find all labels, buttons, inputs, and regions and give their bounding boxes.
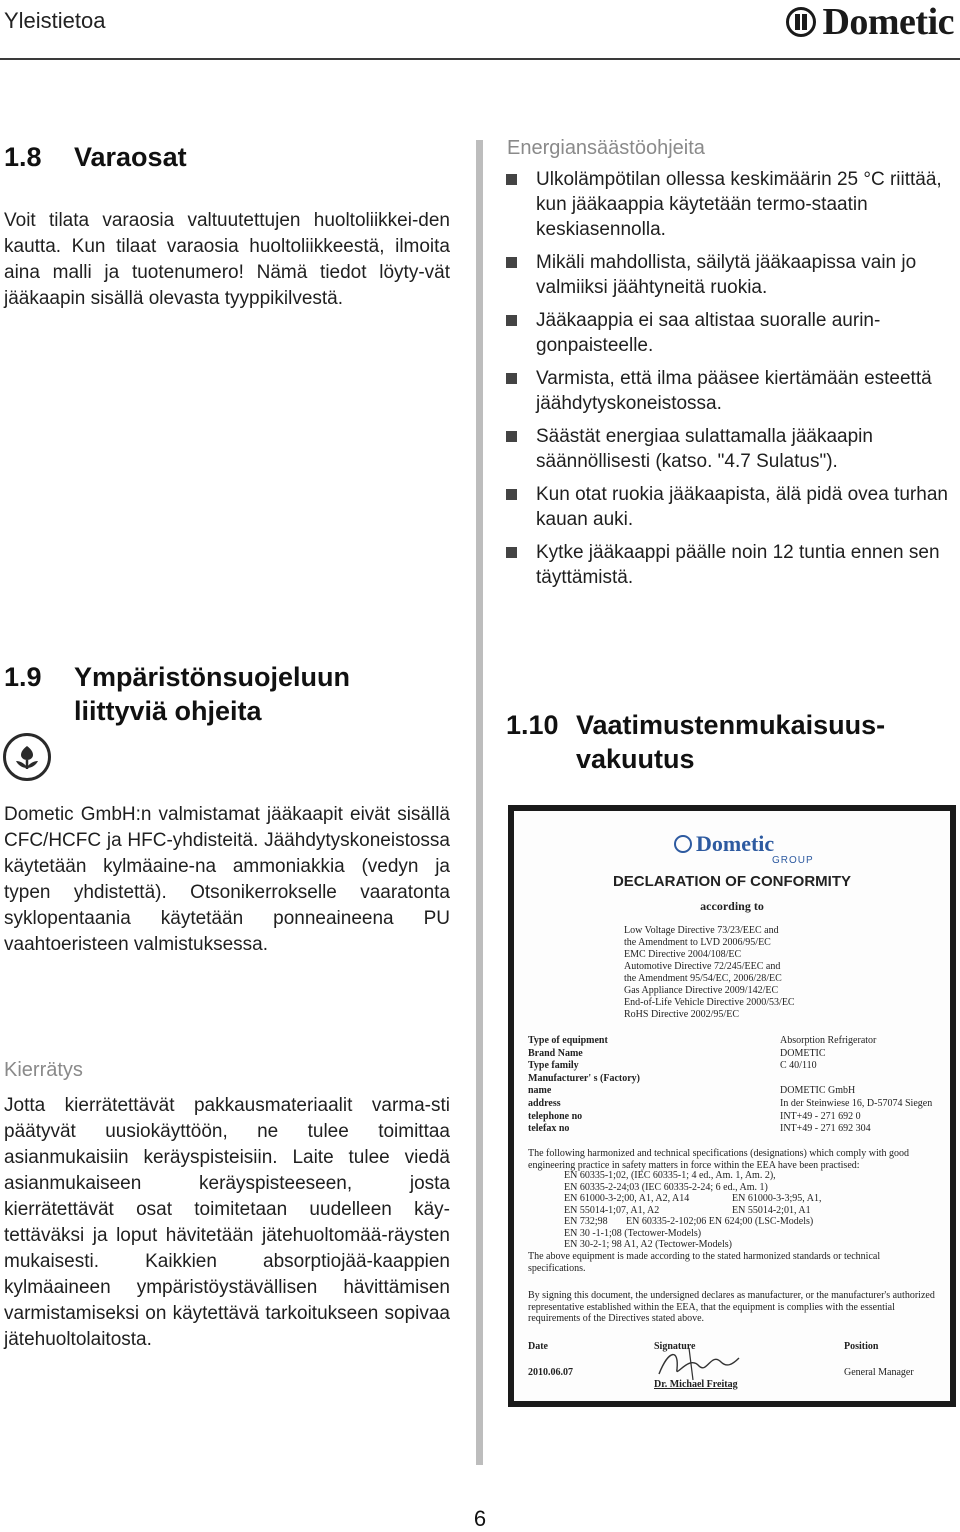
section-number: 1.9 xyxy=(4,662,42,692)
standards-conclusion: The above equipment is made according to the stated harmonized standards or technical specifications. xyxy=(528,1251,881,1274)
directive-item: the Amendment to LVD 2006/95/EC xyxy=(624,937,771,948)
list-item: Kun otat ruokia jääkaapista, älä pidä ovea turhan kauan auki. xyxy=(506,482,958,532)
date-label: Date xyxy=(528,1341,548,1352)
list-item: Kytke jääkaappi päälle noin 12 tuntia ennen sen täyttämistä. xyxy=(506,540,958,590)
dometic-logo-icon xyxy=(674,835,692,853)
info-value: INT+49 - 271 692 0 xyxy=(780,1110,861,1122)
info-value xyxy=(780,1073,932,1086)
spare-parts-heading xyxy=(4,142,187,173)
handwritten-signature xyxy=(649,1344,744,1384)
directive-item: Automotive Directive 72/245/EEC and xyxy=(624,961,781,972)
signer-name: Dr. Michael Freitag xyxy=(654,1379,738,1390)
standards-intro: The following harmonized and technical specifications (designations) which comply with good engineering practice in safety matters in force within the EEA have been practised: xyxy=(528,1148,910,1171)
info-value: C 40/110 xyxy=(780,1060,817,1072)
directive-item: the Amendment 95/54/EC, 2006/28/EC xyxy=(624,973,782,984)
section-title-line1: Ympäristönsuojeluun xyxy=(74,662,351,692)
list-item: Jääkaappia ei saa altistaa suoralle aurin-gonpaisteelle. xyxy=(506,308,958,358)
declaration-statement: By signing this document, the undersigned declares as manufacturer, or the manufacturer's authorized representative established within the EEA, that the equipment is complies with the essential requirements of the Directives stated above. xyxy=(528,1290,935,1324)
certificate-brand: Dometic xyxy=(696,831,775,856)
directive-item: EMC Directive 2004/108/EC xyxy=(624,949,742,960)
standard-item: EN 60335-1;02, (IEC 60335-1; 4 ed., Am. 1, Am. 2), xyxy=(564,1170,776,1181)
standard-row xyxy=(564,1182,821,1194)
section-title-line2: vakuutus xyxy=(576,744,695,774)
brand-name: Dometic xyxy=(822,1,954,43)
declaration-of-conformity-document xyxy=(508,805,956,1407)
dometic-logo-icon xyxy=(786,7,816,37)
standard-item: EN 30-2-1; 98 A1, A2 (Tectower-Models) xyxy=(564,1239,732,1250)
certificate-logo xyxy=(674,831,774,857)
info-label: address xyxy=(528,1097,561,1109)
position-label: Position xyxy=(844,1341,879,1352)
environment-icon xyxy=(3,733,51,781)
section-title: Varaosat xyxy=(74,142,187,172)
standards-list xyxy=(564,1170,821,1251)
standard-item: EN 60335-2-102;06 EN 624;00 (LSC-Models) xyxy=(626,1216,814,1227)
energy-tips-list xyxy=(506,167,958,598)
section-number: 1.10 xyxy=(506,710,559,740)
certificate-group: GROUP xyxy=(772,855,814,866)
info-label: Type family xyxy=(528,1060,579,1072)
signature-label: Signature xyxy=(654,1341,696,1352)
list-item: Ulkolämpötilan ollessa keskimäärin 25 °C riittää, kun jääkaappia käytetään termo-staatin keskiasennolla. xyxy=(506,167,958,242)
equipment-info-labels xyxy=(528,1035,640,1136)
section-title-line2: liittyviä ohjeita xyxy=(74,696,262,726)
environment-heading xyxy=(4,660,350,728)
spare-parts-text: Voit tilata varaosia valtuutettujen huoltoliikkei-den kautta. Kun tilaat varaosia huoltoliikkeestä, ilmoita aina malli ja tuotenumero! Nämä tiedot löyty-vät jääkaapin sisällä olevasta tyyppikilvestä. xyxy=(4,210,450,309)
standard-item: EN 55014-2;01, A1 xyxy=(732,1204,811,1216)
info-value: DOMETIC xyxy=(780,1047,826,1059)
standard-row xyxy=(564,1228,821,1240)
brand-logo xyxy=(786,0,954,44)
directive-item: End-of-Life Vehicle Directive 2000/53/EC xyxy=(624,997,795,1008)
column-divider xyxy=(476,140,483,1465)
directive-item: Low Voltage Directive 73/23/EEC and xyxy=(624,925,779,936)
date-value: 2010.06.07 xyxy=(528,1367,573,1378)
info-label: telephone no xyxy=(528,1110,583,1122)
standard-item: EN 732;98 xyxy=(564,1216,608,1227)
section-number: 1.8 xyxy=(4,142,42,172)
conformity-heading xyxy=(506,708,885,776)
list-item: Säästät energiaa sulattamalla jääkaapin säännöllisesti (katso. "4.7 Sulatus"). xyxy=(506,424,958,474)
section-label: Yleistietoa xyxy=(4,8,106,33)
info-value: DOMETIC GmbH xyxy=(780,1085,856,1097)
list-item: Mikäli mahdollista, säilytä jääkaapissa vain jo valmiiksi jäähtyneitä ruokia. xyxy=(506,250,958,300)
standard-row xyxy=(564,1193,821,1205)
directive-list xyxy=(624,925,795,1021)
equipment-info-values xyxy=(780,1035,932,1136)
standard-row xyxy=(564,1239,821,1251)
standard-item: EN 30 -1-1;08 (Tectower-Models) xyxy=(564,1227,702,1239)
info-value: In der Steinwiese 16, D-57074 Siegen xyxy=(780,1097,933,1109)
position-value: General Manager xyxy=(844,1367,914,1378)
directive-item: RoHS Directive 2002/95/EC xyxy=(624,1009,739,1020)
certificate-according: according to xyxy=(700,899,764,913)
standard-item: EN 61000-3-3;95, A1, xyxy=(732,1193,822,1204)
environment-text: Dometic GmbH:n valmistamat jääkaapit eivät sisällä CFC/HCFC ja HFC-yhdisteitä. Jäähdytyskoneistossa käytetään kylmäaine-na ammoniakkia (vedyn ja typen yhdistettä). Otsonikerrokselle vaaratonta syklopentaania käytetään ponneaineena PU vaahtoeristeen valmistuksessa. xyxy=(4,804,450,955)
recycling-heading: Kierrätys xyxy=(4,1059,83,1081)
directive-item: Gas Appliance Directive 2009/142/EC xyxy=(624,985,779,996)
standard-row xyxy=(564,1205,821,1217)
info-value: INT+49 - 271 692 304 xyxy=(780,1123,871,1135)
section-title-line1: Vaatimustenmukaisuus- xyxy=(576,710,886,740)
info-label: telefax no xyxy=(528,1123,570,1135)
info-value: Absorption Refrigerator xyxy=(780,1035,877,1046)
recycling-text: Jotta kierrätettävät pakkausmateriaalit varma-sti päätyvät uusiokäyttöön, ne tulee toimittaa asianmukaisiin keräyspisteisiin. Laite tulee viedä asianmukaiseen keräyspisteeseen, josta kierrätettävät osat toimitetaan uudelleen käy-tettäväksi ja loput hävitetään jätehuoltomää-räysten mukaisesti. Kaikkien absorptiojää-kaappien kylmäaineen ympäristöystävällisen hävittämisen varmistamiseksi on käytettävä tarkoitukseen sopivaa jätehuoltolaitosta. xyxy=(4,1095,450,1350)
standard-row xyxy=(564,1170,821,1182)
standard-item: EN 55014-1;07, A1, A2 xyxy=(564,1204,660,1216)
standard-row xyxy=(564,1216,821,1228)
list-item: Varmista, että ilma pääsee kiertämään esteettä jäähdytyskoneistossa. xyxy=(506,366,958,416)
tulip-icon xyxy=(10,740,44,774)
info-label: Type of equipment xyxy=(528,1035,608,1046)
header-divider xyxy=(0,58,960,60)
info-label: name xyxy=(528,1085,552,1097)
certificate-title: DECLARATION OF CONFORMITY xyxy=(612,873,852,890)
info-label: Brand Name xyxy=(528,1047,583,1059)
info-label: Manufacturer' s (Factory) xyxy=(528,1072,641,1084)
standard-item: EN 60335-2-24;03 (IEC 60335-2-24; 6 ed., Am. 1) xyxy=(564,1181,768,1193)
standard-item: EN 61000-3-2;00, A1, A2, A14 xyxy=(564,1193,690,1204)
energy-tips-heading: Energiansäästöohjeita xyxy=(507,137,705,159)
page-number: 6 xyxy=(473,1506,487,1531)
